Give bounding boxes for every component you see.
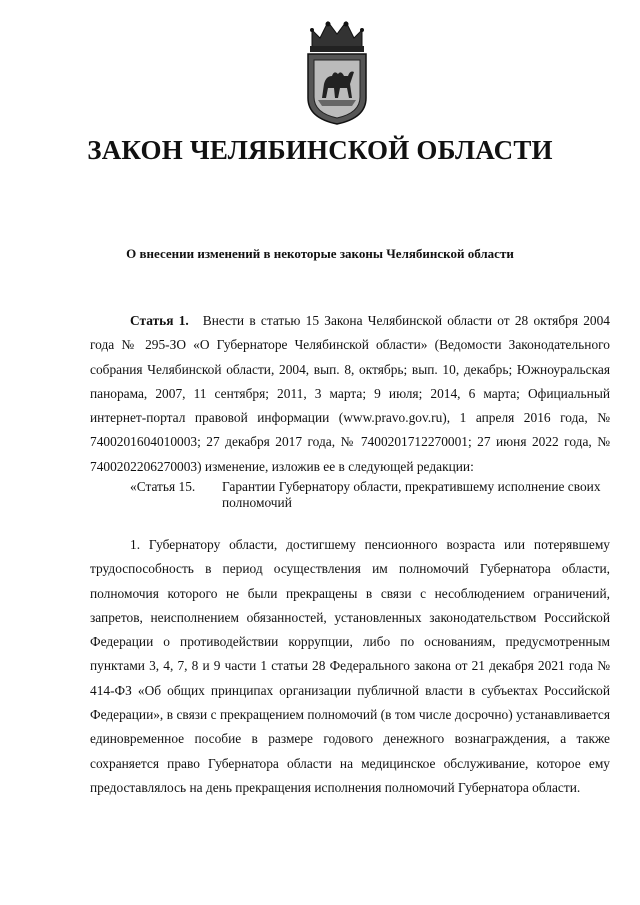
coat-of-arms-icon — [298, 18, 376, 126]
quoted-article-heading — [130, 479, 610, 511]
quoted-article-title: Гарантии Губернатору области, прекратившему исполнение своих полномочий — [222, 479, 601, 510]
article-1-paragraph — [90, 309, 610, 479]
article-1-text: Внести в статью 15 Закона Челябинской области от 28 октября 2004 года № 295-ЗО «О Губернаторе Челябинской области» (Ведомости Законодательного собрания Челябинской области, 2004, вып. 8, октябрь; вып. 10, декабрь; Южноуральская панорама, 2007, 11 сентября; 2011, 3 марта; 9 июля; 2014, 6 марта; Официальный интернет-портал правовой информации (www.pravo.gov.ru), 1 апреля 2016 года, № 7400201604010003; 27 декабря 2017 года, № 7400201712270001; 27 июня 2022 года, № 7400202206270003) изменение, изложив ее в следующей редакции: — [90, 313, 610, 474]
paragraph-1: 1. Губернатору области, достигшему пенсионного возраста или потерявшему трудоспособность в период осуществления им полномочий Губернатора области, полномочия которого не были прекращены в связи с несоблюдением ограничений, запретов, неисполнением обязанностей, установленных законодательством Российской Федерации о противодействии коррупции, либо по основаниям, предусмотренным пунктами 3, 4, 7, 8 и 9 части 1 статьи 28 Федерального закона от 21 декабря 2021 года № 414-ФЗ «Об общих принципах организации публичной власти в субъектах Российской Федерации», в связи с прекращением полномочий (в том числе досрочно) устанавливается единовременное пособие в размере годового денежного вознаграждения, а также сохраняется право Губернатора области на медицинское обслуживание, которое ему предоставлялось на день прекращения исполнения полномочий Губернатора области. — [90, 537, 610, 795]
document-title: ЗАКОН ЧЕЛЯБИНСКОЙ ОБЛАСТИ — [87, 135, 553, 165]
article-1-label: Статья 1. — [130, 313, 189, 328]
document-subtitle: О внесении изменений в некоторые законы Челябинской области — [126, 246, 514, 261]
quoted-article-number: «Статья 15. — [130, 479, 196, 494]
